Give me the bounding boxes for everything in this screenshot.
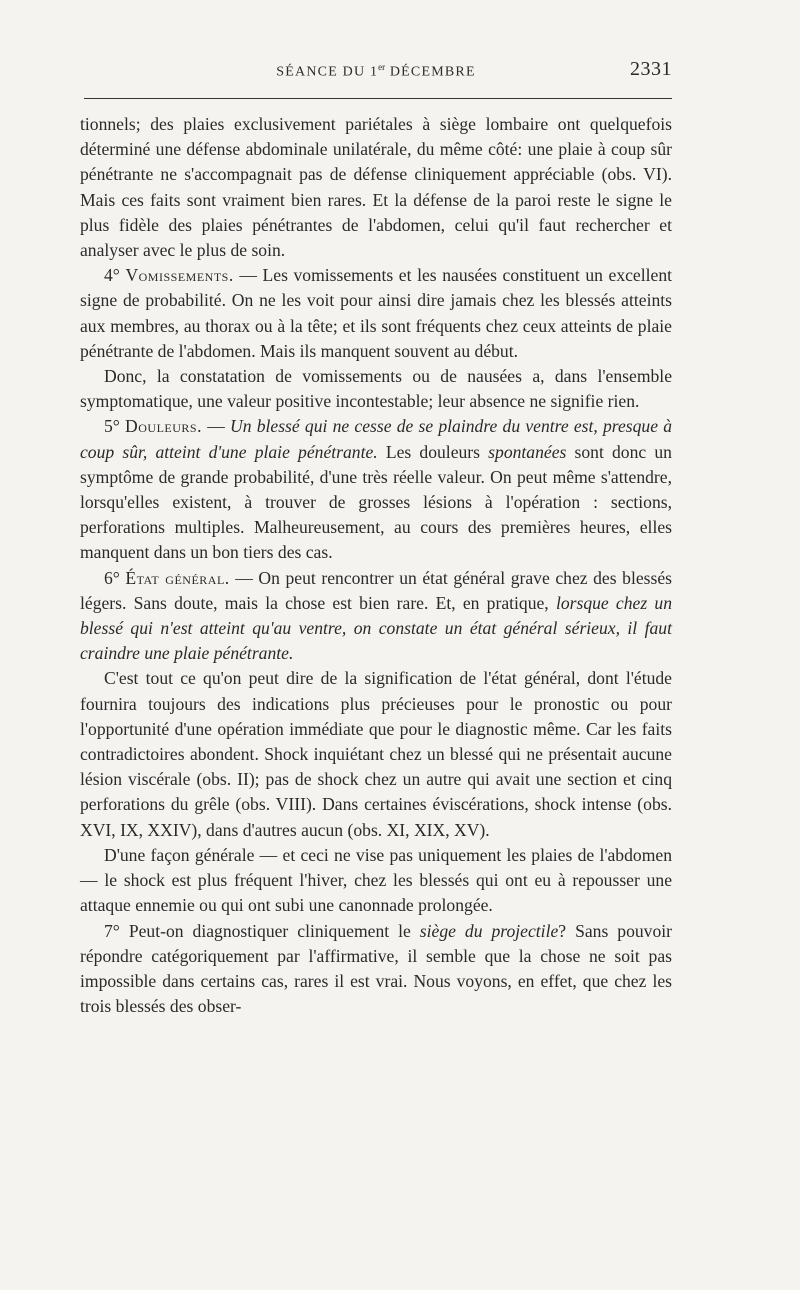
section-heading: Douleurs. xyxy=(125,416,202,437)
page-number: 2331 xyxy=(630,58,672,80)
italic-text: Un blessé qui ne cesse de se plaindre du ventre est, presque à coup sûr, atteint d'une plaie pénétrante. xyxy=(80,416,673,462)
running-title-sup: er xyxy=(378,62,386,72)
paragraph xyxy=(80,666,672,842)
text-run: Les douleurs xyxy=(377,441,489,462)
running-header xyxy=(80,58,672,88)
text-run: ? Sans pouvoir répondre catégoriquement par l'affirmative, il semble que la chose ne soit pas impossible dans certains cas, rares il est vrai. Nous voyons, en effet, que chez les trois blessés des obser- xyxy=(80,920,673,1017)
paragraph xyxy=(80,843,672,919)
paragraph xyxy=(80,919,672,1020)
running-title-pre: SÉANCE DU 1 xyxy=(276,64,379,80)
text-run: — Les vomissements et les nausées constituent un excellent signe de probabilité. On ne les voit pour ainsi dire jamais chez les blessés atteints aux membres, au thorax ou à la tête; et ils sont fréquents chez ceux atteints de plaie pénétrante de l'abdomen. Mais ils manquent souvent au début. xyxy=(80,265,673,361)
body-text xyxy=(80,112,672,1019)
text-run: C'est tout ce qu'on peut dire de la signification de l'état général, dont l'étude fournira toujours des indications plus précieuses pour le pronostic ou pour l'opportunité d'une opération immédiate que pour le diagnostic même. Car les faits contradictoires abondent. Shock inquiétant chez un blessé qui ne présentait aucune lésion viscérale (obs. II); pas de shock chez un autre qui avait une section et cinq perforations du grêle (obs. VIII). Dans certaines éviscérations, shock intense (obs. XVI, IX, XXIV), dans d'autres aucun (obs. XI, XIX, XV). xyxy=(80,668,672,840)
section-heading: État général. xyxy=(125,567,230,588)
text-run: — xyxy=(202,416,230,437)
text-run: sont donc un symptôme de grande probabilité, d'une très réelle valeur. On peut même s'attendre, lorsqu'elles existent, à trouver de grosses lésions à l'opération : sections, perforations multiples. Malheureusement, au cours des premières heures, elles manquent dans un bon tiers des cas. xyxy=(80,441,672,563)
text-run: 7° Peut-on diagnostiquer cliniquement le xyxy=(104,920,420,941)
text-run: 6° xyxy=(104,567,126,588)
header-rule xyxy=(84,98,672,99)
text-run: 5° xyxy=(104,416,126,437)
italic-text: siège du projectile xyxy=(419,920,559,941)
text-run: — On peut rencontrer un état général grave chez des blessés légers. Sans doute, mais la chose est bien rare. Et, en pratique, xyxy=(80,567,672,613)
running-title xyxy=(80,62,672,81)
paragraph xyxy=(80,566,672,667)
italic-text: spontanées xyxy=(488,441,567,462)
italic-text: lorsque chez un blessé qui n'est atteint qu'au ventre, on constate un état général sérieux, il faut craindre une plaie pénétrante. xyxy=(80,592,673,664)
text-run: D'une façon générale — et ceci ne vise pas uniquement les plaies de l'abdomen — le shock est plus fréquent l'hiver, chez les blessés qui ont eu à repousser une attaque ennemie ou qui ont subi une canonnade prolongée. xyxy=(80,844,672,916)
text-run: tionnels; des plaies exclusivement pariétales à siège lombaire ont quelquefois déterminé une défense abdominale unilatérale, du même côté: une plaie à coup sûr pénétrante ne s'accompagnait pas de défense cliniquement appréciable (obs. VI). Mais ces faits sont vraiment bien rares. Et la défense de la paroi reste le signe le plus fidèle des plaies pénétrantes de l'abdomen, celui qu'il faut rechercher et analyser avec le plus de soin. xyxy=(80,114,672,261)
section-heading: Vomissements. xyxy=(125,265,234,286)
paragraph xyxy=(80,112,672,263)
text-run: 4° xyxy=(104,265,126,286)
text-run: Donc, la constatation de vomissements ou de nausées a, dans l'ensemble symptomatique, une valeur positive incontestable; leur absence ne signifie rien. xyxy=(80,366,672,412)
running-title-post: DÉCEMBRE xyxy=(385,64,476,80)
paragraph xyxy=(80,263,672,364)
paragraph xyxy=(80,364,672,414)
paragraph xyxy=(80,414,672,565)
